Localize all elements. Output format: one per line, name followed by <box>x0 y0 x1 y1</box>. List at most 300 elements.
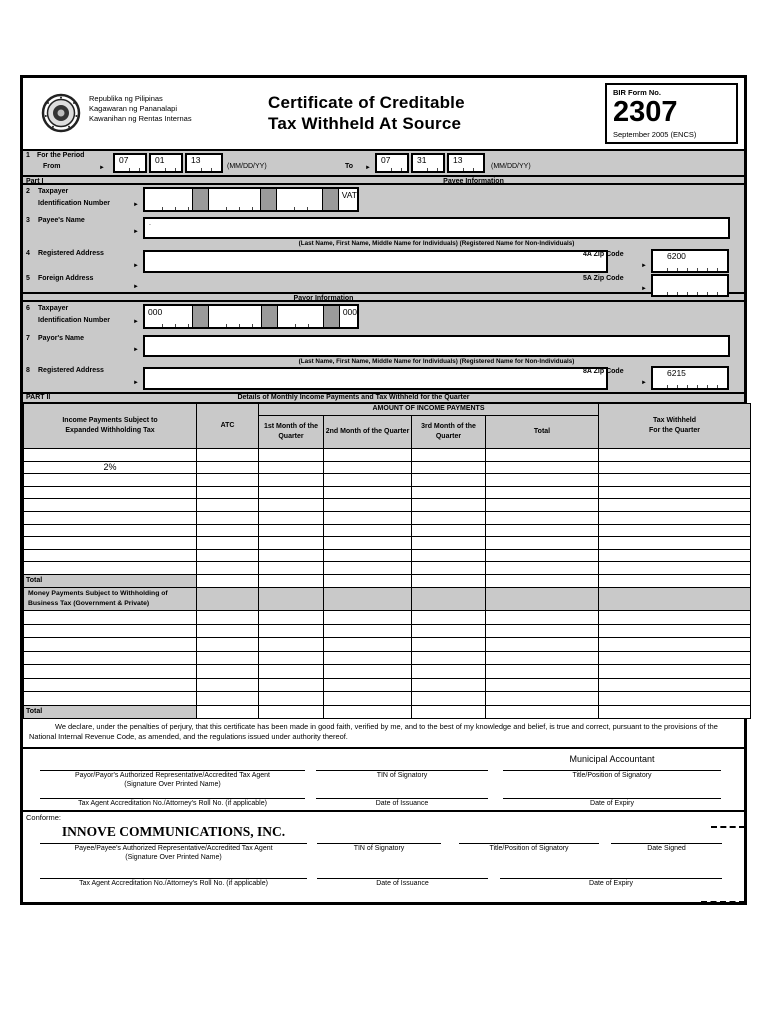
col-header-month1: 1st Month of the Quarter <box>259 416 324 449</box>
table-cell[interactable] <box>24 692 197 706</box>
table-cell[interactable] <box>486 610 599 624</box>
table-cell[interactable] <box>412 574 486 587</box>
table-cell[interactable] <box>486 537 599 550</box>
zip-item-no: 8A <box>583 368 592 375</box>
table-cell[interactable] <box>599 574 751 587</box>
tin-separator <box>323 306 340 327</box>
table-cell[interactable] <box>259 678 324 692</box>
btax-body <box>24 610 751 705</box>
payor-tin-group4[interactable]: 000 <box>340 306 357 327</box>
period-from-day-input[interactable] <box>149 153 183 173</box>
table-cell <box>412 587 486 610</box>
payee-tin-group1[interactable] <box>145 189 192 210</box>
arrow-icon: ► <box>133 380 139 386</box>
table-cell[interactable] <box>486 549 599 562</box>
payor-tin-group3[interactable] <box>278 306 323 327</box>
table-cell[interactable] <box>599 449 751 462</box>
table-cell[interactable] <box>324 574 412 587</box>
table-cell[interactable] <box>412 651 486 665</box>
payor-title-line[interactable] <box>503 770 721 771</box>
table-cell[interactable] <box>24 511 197 524</box>
payee-title-label: Title/Position of Signatory <box>489 845 569 853</box>
col-taxwithheld-line2: For the Quarter <box>649 427 700 434</box>
table-cell[interactable] <box>324 549 412 562</box>
payee-expiry-label: Date of Expiry <box>589 880 633 888</box>
table-cell[interactable] <box>412 665 486 679</box>
form-title-line1: Certificate of Creditable <box>268 93 465 112</box>
declaration-text: We declare, under the penalties of perjury, that this certificate has been made in good faith, verified by me, and to the best of my knowledge and belief, is true and correct, pursuant to the provisions of the National Internal Revenue Code, as amended, and the regulations issued under authority thereof. <box>29 721 718 742</box>
arrow-icon: ► <box>641 380 647 386</box>
period-to-day: 31 <box>417 155 427 165</box>
col-income-line1: Income Payments Subject to <box>62 416 158 424</box>
payee-accreditation-label: Tax Agent Accreditation No./Attorney's Roll No. (if applicable) <box>79 880 268 888</box>
payee-address-input[interactable] <box>143 250 608 273</box>
payor-expiry-line[interactable] <box>503 798 721 799</box>
table-row <box>24 624 751 638</box>
period-to-year: 13 <box>453 155 463 165</box>
table-cell[interactable] <box>599 562 751 575</box>
table-cell[interactable] <box>486 624 599 638</box>
agency-line-3: Kawanihan ng Rentas Internas <box>89 114 192 124</box>
tin-separator <box>260 189 277 210</box>
table-cell[interactable] <box>486 678 599 692</box>
table-cell[interactable] <box>259 624 324 638</box>
table-row <box>24 549 751 562</box>
zip-label: Zip Code <box>593 275 624 282</box>
table-cell[interactable] <box>486 499 599 512</box>
rate-cell[interactable]: 2% <box>24 461 197 474</box>
payee-date-signed-label: Date Signed <box>647 845 686 853</box>
table-cell[interactable] <box>324 562 412 575</box>
table-cell[interactable] <box>324 499 412 512</box>
payee-issuance-line[interactable] <box>317 878 488 879</box>
income-payments-table <box>23 403 751 719</box>
table-cell[interactable] <box>197 562 259 575</box>
payee-name-row <box>23 215 744 248</box>
payor-name-hint: (Last Name, First Name, Middle Name for Individuals) (Registered Name for Non-Individuals) <box>298 358 575 365</box>
payor-tin-input[interactable] <box>143 304 359 329</box>
payee-tin-input[interactable] <box>143 187 359 212</box>
table-cell[interactable] <box>197 474 259 487</box>
payee-tin-signatory-line[interactable] <box>317 843 441 844</box>
table-cell[interactable] <box>259 665 324 679</box>
table-cell[interactable] <box>599 474 751 487</box>
col-income-line2: Expanded Withholding Tax <box>65 427 155 434</box>
table-cell[interactable] <box>24 499 197 512</box>
payor-expiry-label: Date of Expiry <box>590 800 634 808</box>
payor-tin-signatory-line[interactable] <box>316 770 488 771</box>
zip-label: Zip Code <box>593 251 624 258</box>
item-number: 5 <box>26 275 30 282</box>
table-row <box>24 562 751 575</box>
payee-tin-label2: Identification Number <box>38 200 110 207</box>
item-number: 3 <box>26 217 30 224</box>
table-cell[interactable] <box>412 461 486 474</box>
table-row <box>24 692 751 706</box>
table-cell[interactable] <box>197 638 259 652</box>
table-cell[interactable] <box>259 524 324 537</box>
table-cell[interactable] <box>259 511 324 524</box>
arrow-icon: ► <box>133 263 139 269</box>
payor-accreditation-line[interactable] <box>40 798 305 799</box>
table-row <box>24 449 751 462</box>
table-cell[interactable] <box>412 610 486 624</box>
payor-tin-label2: Identification Number <box>38 317 110 324</box>
payor-tin-group1[interactable]: 000 <box>145 306 192 327</box>
payee-expiry-line[interactable] <box>500 878 722 879</box>
table-cell[interactable] <box>24 486 197 499</box>
bir-form-2307 <box>20 75 747 905</box>
period-from-month: 07 <box>119 155 129 165</box>
payee-name-input[interactable] <box>143 217 730 239</box>
table-cell[interactable] <box>412 511 486 524</box>
table-cell[interactable] <box>197 692 259 706</box>
table-row <box>24 651 751 665</box>
payor-address-row <box>23 365 744 392</box>
table-cell[interactable] <box>599 537 751 550</box>
payor-zip-value: 6215 <box>667 368 686 378</box>
payee-address-row <box>23 248 744 274</box>
table-row <box>24 524 751 537</box>
col-header-atc: ATC <box>197 404 259 449</box>
col-header-tax-withheld <box>599 404 751 449</box>
table-row <box>24 499 751 512</box>
payee-signature-line[interactable] <box>40 843 307 844</box>
business-tax-total-row <box>24 706 751 719</box>
payee-tin-group4[interactable]: VAT <box>339 189 357 210</box>
table-cell[interactable] <box>486 511 599 524</box>
table-cell[interactable] <box>259 574 324 587</box>
table-cell[interactable] <box>324 638 412 652</box>
table-cell[interactable] <box>599 665 751 679</box>
form-number-box <box>605 83 738 144</box>
part1-label: Part I <box>26 178 44 185</box>
table-cell[interactable] <box>412 706 486 719</box>
table-cell[interactable] <box>599 692 751 706</box>
payee-name-hint: (Last Name, First Name, Middle Name for Individuals) (Registered Name for Non-Individuals) <box>298 240 575 247</box>
period-from-year-input[interactable] <box>185 153 223 173</box>
table-row <box>24 665 751 679</box>
table-cell[interactable] <box>24 665 197 679</box>
payee-tin-group2[interactable] <box>209 189 261 210</box>
payee-address-value <box>145 252 606 253</box>
table-cell[interactable] <box>259 461 324 474</box>
table-cell[interactable] <box>324 624 412 638</box>
arrow-icon: ► <box>133 202 139 208</box>
table-cell[interactable] <box>197 665 259 679</box>
arrow-icon: ► <box>365 165 371 171</box>
payor-signatory-sublabel: (Signature Over Printed Name) <box>124 781 221 789</box>
table-cell[interactable] <box>599 678 751 692</box>
payee-signatory-label: Payee/Payee's Authorized Representative/Accredited Tax Agent <box>74 845 273 853</box>
period-to-day-input[interactable] <box>411 153 445 173</box>
table-cell[interactable] <box>486 706 599 719</box>
table-cell[interactable] <box>412 549 486 562</box>
table-cell[interactable] <box>599 549 751 562</box>
ewt-body <box>24 449 751 575</box>
table-cell[interactable] <box>486 486 599 499</box>
foreign-address-row <box>23 274 744 292</box>
table-cell[interactable] <box>259 537 324 550</box>
period-to-year-input[interactable] <box>447 153 485 173</box>
payee-company-name: INNOVE COMMUNICATIONS, INC. <box>61 824 286 840</box>
table-cell[interactable] <box>259 706 324 719</box>
table-row <box>24 461 751 474</box>
table-cell[interactable] <box>486 665 599 679</box>
period-from-year: 13 <box>191 155 201 165</box>
tin-separator <box>192 189 209 210</box>
table-cell[interactable] <box>412 537 486 550</box>
payor-issuance-label: Date of Issuance <box>375 800 429 808</box>
table-cell[interactable] <box>324 665 412 679</box>
table-cell[interactable] <box>259 638 324 652</box>
table-cell[interactable] <box>412 524 486 537</box>
period-from-month-input[interactable] <box>113 153 147 173</box>
table-cell[interactable] <box>24 524 197 537</box>
table-cell[interactable] <box>324 524 412 537</box>
table-cell[interactable] <box>599 499 751 512</box>
table-cell[interactable] <box>599 651 751 665</box>
period-label: For the Period <box>37 152 85 159</box>
payor-title-label: Title/Position of Signatory <box>572 772 652 780</box>
payee-name-label: Payee's Name <box>38 217 85 224</box>
tin-separator <box>322 189 339 210</box>
table-cell[interactable] <box>197 706 259 719</box>
table-cell[interactable] <box>24 474 197 487</box>
date-format-hint: (MM/DD/YY) <box>491 163 531 170</box>
agency-line-1: Republika ng Pilipinas <box>89 94 163 103</box>
cut-mark <box>701 901 745 903</box>
item-number: 1 <box>26 152 30 159</box>
payor-issuance-line[interactable] <box>316 798 488 799</box>
payor-name-row <box>23 333 744 365</box>
table-cell[interactable] <box>599 461 751 474</box>
payee-information-title: Payee Information <box>443 178 504 185</box>
ewt-total-row <box>24 574 751 587</box>
payee-title-line[interactable] <box>459 843 599 844</box>
payor-address-input[interactable] <box>143 367 608 390</box>
table-cell[interactable] <box>259 474 324 487</box>
table-cell[interactable] <box>197 651 259 665</box>
conforme-section <box>23 810 744 902</box>
table-cell[interactable] <box>412 449 486 462</box>
table-cell[interactable] <box>259 610 324 624</box>
table-cell[interactable] <box>259 651 324 665</box>
payee-issuance-label: Date of Issuance <box>376 880 429 888</box>
arrow-icon: ► <box>641 263 647 269</box>
tin-separator <box>261 306 278 327</box>
payee-signatory-sublabel: (Signature Over Printed Name) <box>125 854 222 862</box>
table-cell[interactable] <box>197 524 259 537</box>
table-cell <box>486 587 599 610</box>
item-number: 2 <box>26 188 30 195</box>
col-header-total: Total <box>486 416 599 449</box>
arrow-icon: ► <box>133 229 139 235</box>
table-cell[interactable] <box>412 692 486 706</box>
table-cell <box>599 587 751 610</box>
table-cell[interactable] <box>197 610 259 624</box>
table-cell[interactable] <box>259 499 324 512</box>
table-cell[interactable] <box>412 562 486 575</box>
table-cell[interactable] <box>599 610 751 624</box>
form-header <box>23 78 744 151</box>
business-tax-header-row <box>24 587 751 610</box>
table-cell[interactable] <box>412 499 486 512</box>
table-cell[interactable] <box>197 624 259 638</box>
table-cell[interactable] <box>599 511 751 524</box>
table-row <box>24 537 751 550</box>
foreign-zip-value <box>653 276 727 277</box>
zip-item-no: 4A <box>583 251 592 258</box>
payor-signature-section <box>23 749 744 810</box>
table-cell <box>324 587 412 610</box>
col-header-amount-group: AMOUNT OF INCOME PAYMENTS <box>259 404 599 416</box>
table-cell[interactable] <box>197 678 259 692</box>
table-cell[interactable] <box>197 574 259 587</box>
table-cell[interactable] <box>412 474 486 487</box>
table-cell[interactable] <box>24 624 197 638</box>
table-cell[interactable] <box>197 449 259 462</box>
business-tax-total-label: Total <box>24 706 197 719</box>
table-cell[interactable] <box>486 562 599 575</box>
table-cell[interactable] <box>324 692 412 706</box>
foreign-zip-input[interactable] <box>651 274 729 297</box>
table-cell[interactable] <box>324 461 412 474</box>
table-cell <box>259 587 324 610</box>
form-title-line2: Tax Withheld At Source <box>268 114 462 134</box>
payor-tin-signatory-label: TIN of Signatory <box>376 772 428 780</box>
col-header-income-payments <box>24 404 197 449</box>
zip-label: Zip Code <box>593 368 624 375</box>
table-cell[interactable] <box>599 624 751 638</box>
item-number: 8 <box>26 367 30 374</box>
table-cell[interactable] <box>197 511 259 524</box>
table-cell[interactable] <box>486 461 599 474</box>
table-cell[interactable] <box>412 624 486 638</box>
table-cell[interactable] <box>24 549 197 562</box>
payor-tin-row <box>23 302 744 333</box>
form-title <box>268 92 465 135</box>
table-cell[interactable] <box>486 524 599 537</box>
table-cell[interactable] <box>24 562 197 575</box>
table-cell[interactable] <box>412 638 486 652</box>
table-cell[interactable] <box>486 474 599 487</box>
date-format-hint: (MM/DD/YY) <box>227 163 267 170</box>
tin-separator <box>192 306 209 327</box>
table-cell[interactable] <box>324 610 412 624</box>
payor-information-bar <box>23 292 744 302</box>
period-to-month-input[interactable] <box>375 153 409 173</box>
arrow-icon: ► <box>133 319 139 325</box>
arrow-icon: ► <box>99 165 105 171</box>
payee-accreditation-line[interactable] <box>40 878 307 879</box>
table-cell <box>197 587 259 610</box>
table-cell[interactable] <box>599 706 751 719</box>
item-number: 6 <box>26 305 30 312</box>
table-cell[interactable] <box>486 638 599 652</box>
business-tax-label: Money Payments Subject to Withholding of Business Tax (Government & Private) <box>24 587 197 610</box>
table-cell[interactable] <box>259 449 324 462</box>
form-edition: September 2005 (ENCS) <box>613 130 697 139</box>
arrow-icon: ► <box>133 284 139 290</box>
table-cell[interactable] <box>599 638 751 652</box>
table-cell[interactable] <box>599 486 751 499</box>
item-number: 7 <box>26 335 30 342</box>
zip-item-no: 5A <box>583 275 592 282</box>
table-cell[interactable] <box>324 678 412 692</box>
table-cell[interactable] <box>486 651 599 665</box>
payor-signature-line[interactable] <box>40 770 305 771</box>
period-from-label: From <box>43 163 61 170</box>
table-cell[interactable] <box>324 511 412 524</box>
payee-date-signed-line[interactable] <box>611 843 722 844</box>
payee-tin-signatory-label: TIN of Signatory <box>353 845 405 853</box>
table-cell[interactable] <box>259 692 324 706</box>
part2-bar <box>23 392 744 403</box>
payee-tin-group3[interactable] <box>277 189 322 210</box>
table-cell[interactable] <box>486 692 599 706</box>
period-row <box>23 151 744 175</box>
table-cell[interactable] <box>197 537 259 550</box>
payor-name-input[interactable] <box>143 335 730 357</box>
table-cell[interactable] <box>197 486 259 499</box>
table-cell[interactable] <box>259 486 324 499</box>
part1-bar <box>23 175 744 185</box>
payor-accreditation-label: Tax Agent Accreditation No./Attorney's Roll No. (if applicable) <box>78 800 267 808</box>
table-cell[interactable] <box>486 449 599 462</box>
table-cell[interactable] <box>24 537 197 550</box>
table-cell[interactable] <box>486 574 599 587</box>
table-cell[interactable] <box>412 486 486 499</box>
table-cell[interactable] <box>197 461 259 474</box>
table-cell[interactable] <box>24 678 197 692</box>
table-cell[interactable] <box>24 610 197 624</box>
table-cell[interactable] <box>599 524 751 537</box>
payor-information-title: Payor Information <box>293 295 354 302</box>
form-number-label: BIR Form No. <box>613 88 661 97</box>
table-row <box>24 638 751 652</box>
table-cell[interactable] <box>324 706 412 719</box>
part2-title: Details of Monthly Income Payments and Tax Withheld for the Quarter <box>237 394 470 401</box>
table-cell[interactable] <box>259 549 324 562</box>
foreign-address-label: Foreign Address <box>38 275 94 282</box>
table-cell[interactable] <box>324 537 412 550</box>
payor-title-value: Municipal Accountant <box>569 754 655 765</box>
table-cell[interactable] <box>197 499 259 512</box>
payor-tin-label: Taxpayer <box>38 305 69 312</box>
payor-tin-group2[interactable] <box>209 306 261 327</box>
table-cell[interactable] <box>197 549 259 562</box>
table-row <box>24 610 751 624</box>
payor-zip-input[interactable] <box>651 366 729 390</box>
period-to-label: To <box>345 163 354 170</box>
agency-line-2: Kagawaran ng Pananalapi <box>89 104 177 114</box>
table-cell[interactable] <box>412 678 486 692</box>
table-row <box>24 678 751 692</box>
payee-zip-input[interactable] <box>651 249 729 273</box>
table-cell[interactable] <box>324 651 412 665</box>
table-row <box>24 486 751 499</box>
table-cell[interactable] <box>259 562 324 575</box>
table-cell[interactable] <box>324 449 412 462</box>
table-cell[interactable] <box>24 638 197 652</box>
table-cell[interactable] <box>324 474 412 487</box>
table-cell[interactable] <box>324 486 412 499</box>
table-row <box>24 511 751 524</box>
table-cell[interactable] <box>24 449 197 462</box>
table-cell[interactable] <box>24 651 197 665</box>
conforme-label: Conforme: <box>26 813 62 823</box>
